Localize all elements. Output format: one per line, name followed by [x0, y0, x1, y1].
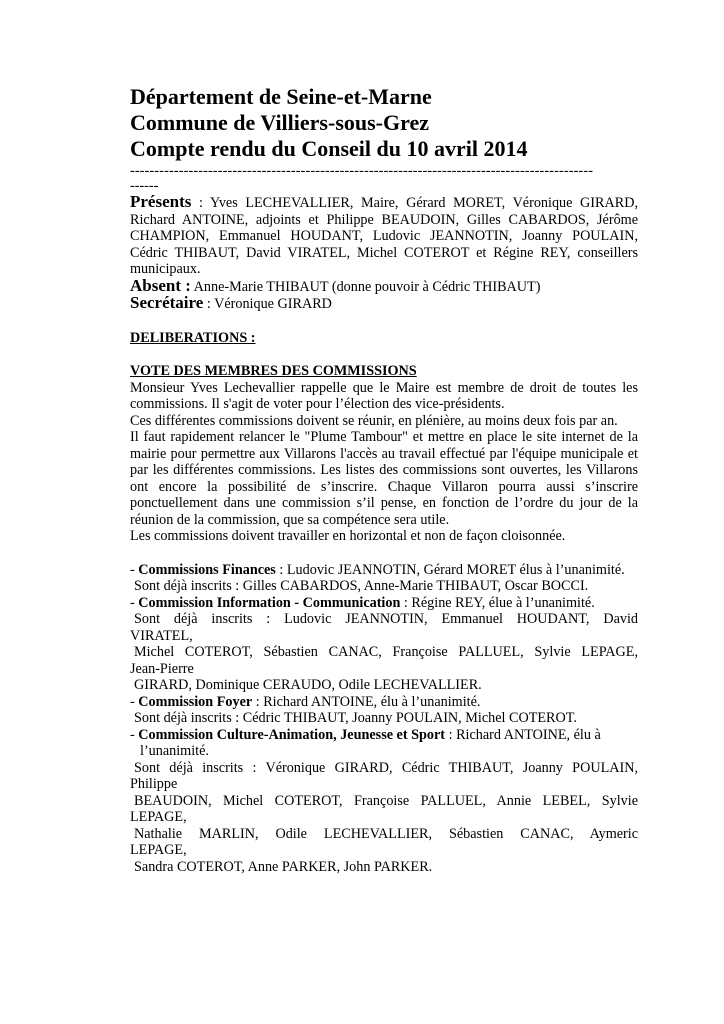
commission-information-inscrits-4: Jean-Pierre [130, 660, 194, 677]
commission-information-inscrits-1: Sont déjà inscrits : Ludovic JEANNOTIN, Emmanuel HOUDANT, David [134, 611, 638, 627]
presents-paragraph [130, 194, 638, 278]
separator-dashes: ----------------------------------------------------------------------------------------------- [130, 164, 594, 179]
deliberations-heading: DELIBERATIONS : [130, 329, 256, 346]
list-dash: - [130, 561, 139, 578]
commission-culture-name: Commission Culture-Animation, Jeunesse et Sport [138, 726, 446, 743]
commission-culture-inscrits-6: LEPAGE, [130, 842, 187, 858]
commission-culture [130, 727, 638, 744]
commission-foyer-name: Commission Foyer [138, 693, 253, 710]
commission-culture-inscrits-2: Philippe [130, 776, 178, 792]
document-page [130, 84, 638, 875]
commission-foyer [130, 694, 638, 711]
commission-culture-inscrits-3: BEAUDOIN, Michel COTEROT, Françoise PALLUEL, Annie LEBEL, Sylvie [134, 792, 638, 809]
spacer [130, 346, 638, 363]
secretaire-label: Secrétaire [130, 293, 204, 312]
absent-paragraph [130, 275, 638, 296]
spacer [130, 545, 638, 562]
title-commune: Commune de Villiers-sous-Grez [130, 110, 430, 135]
presents-label: Présents [130, 192, 192, 211]
deliberation-paragraph-3: Il faut rapidement relancer le "Plume Tambour" et mettre en place le site internet de la mairie pour permettre aux Villarons l'accès au travail effectué par l'équipe municipale et par les différentes commissions. Les listes des commissions sont ouvertes, les Villarons ont encore la possibilité de s’inscrire. Chaque Villaron pourra aussi s’inscrire ponctuellement dans une commission s’il pense, en fonction de l’ordre du jour de la réunion de la commission, que sa compétence sera utile. [130, 429, 638, 528]
commission-foyer-text: : Richard ANTOINE, élu à l’unanimité. [252, 693, 481, 710]
commission-information-inscrits-3: Michel COTEROT, Sébastien CANAC, Françoise PALLUEL, Sylvie LEPAGE, [134, 644, 638, 660]
deliberation-paragraph-1: Monsieur Yves Lechevallier rappelle que le Maire est membre de droit de toutes les commissions. Il s'agit de voter pour l’élection des vice-présidents. [130, 379, 638, 412]
commission-culture-inscrits-5: Nathalie MARLIN, Odile LECHEVALLIER, Sébastien CANAC, Aymeric [134, 825, 638, 842]
commission-culture-inscrits-4: LEPAGE, [130, 809, 187, 825]
title-department: Département de Seine-et-Marne [130, 84, 432, 109]
commission-information-text: : Régine REY, élue à l’unanimité. [400, 594, 595, 611]
list-dash: - [130, 693, 139, 710]
absent-label: Absent : [130, 275, 191, 295]
title-compte-rendu: Compte rendu du Conseil du 10 avril 2014 [130, 136, 528, 161]
deliberation-paragraph-2: Ces différentes commissions doivent se réunir, en plénière, au moins deux fois par an. [130, 412, 618, 429]
commission-finances [130, 562, 638, 579]
spacer [130, 313, 638, 330]
secretaire-text: : Véronique GIRARD [203, 296, 332, 312]
commission-finances-name: Commissions Finances [138, 561, 276, 578]
commission-culture-text: : Richard ANTOINE, élu à [445, 726, 601, 743]
list-dash: - [130, 726, 139, 743]
commission-culture-text-2: l’unanimité. [140, 743, 209, 759]
commission-information [130, 595, 638, 612]
commission-culture-inscrits-7: Sandra COTEROT, Anne PARKER, John PARKER. [134, 858, 433, 875]
presents-text: : Yves LECHEVALLIER, Maire, Gérard MORET, Véronique GIRARD, Richard ANTOINE, adjoints et Philippe BEAUDOIN, Gilles CABARDOS, Jérôme CHAMPION, Emmanuel HOUDANT, Ludovic JEANNOTIN, Joanny POULAIN, Cédric THIBAUT, David VIRATEL, Michel COTEROT et Régine REY, conseillers municipaux. [130, 195, 638, 277]
commission-information-inscrits-5: GIRARD, Dominique CERAUDO, Odile LECHEVALLIER. [134, 677, 482, 693]
commission-foyer-inscrits: Sont déjà inscrits : Cédric THIBAUT, Joanny POULAIN, Michel COTEROT. [134, 710, 577, 726]
commission-information-inscrits-2: VIRATEL, [130, 627, 193, 644]
commission-finances-text: : Ludovic JEANNOTIN, Gérard MORET élus à l’unanimité. [275, 561, 625, 578]
vote-heading: VOTE DES MEMBRES DES COMMISSIONS [130, 363, 417, 379]
commission-culture-inscrits-1: Sont déjà inscrits : Véronique GIRARD, Cédric THIBAUT, Joanny POULAIN, [134, 759, 638, 776]
separator-dashes-end: ------ [130, 178, 159, 194]
commission-finances-inscrits: Sont déjà inscrits : Gilles CABARDOS, Anne-Marie THIBAUT, Oscar BOCCI. [134, 578, 589, 594]
deliberation-paragraph-4: Les commissions doivent travailler en horizontal et non de façon cloisonnée. [130, 528, 566, 544]
list-dash: - [130, 594, 139, 611]
absent-text: Anne-Marie THIBAUT (donne pouvoir à Cédric THIBAUT) [190, 278, 541, 295]
secretaire-paragraph [130, 295, 638, 313]
commission-information-name: Commission Information - Communication [138, 594, 401, 611]
